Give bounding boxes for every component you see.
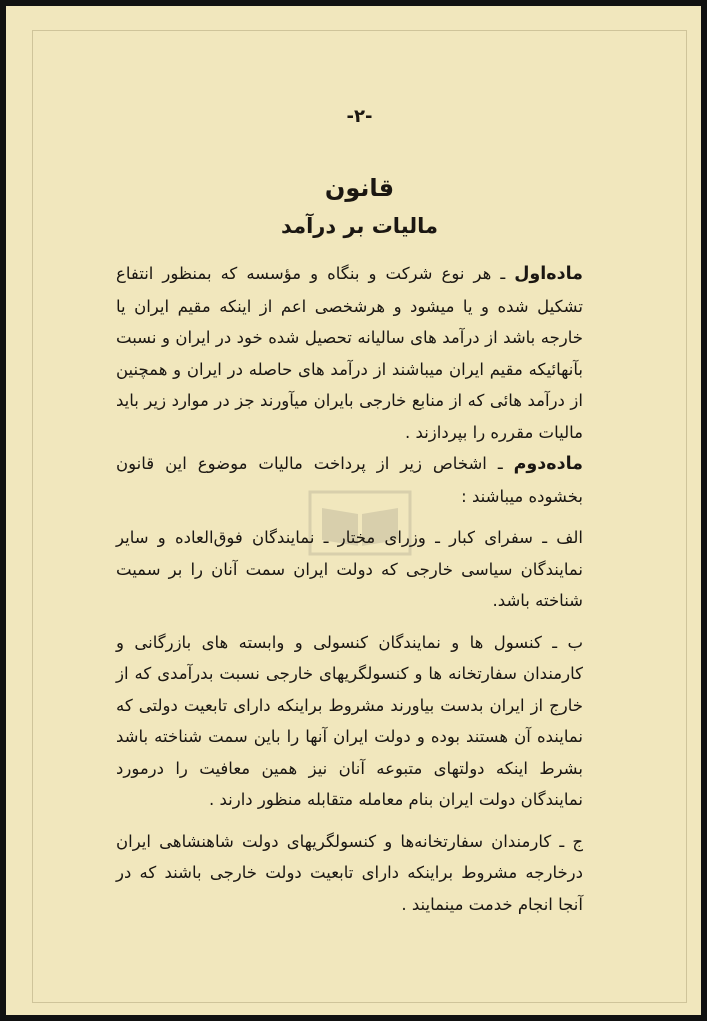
article-1-heading: ماده‌اول [514,264,583,284]
article-1-text: ـ هر نوع شرکت و بنگاه و مؤسسه که بمنظور انتفاع تشکیل شده و یا میشود و هرشخصی اعم از اینکه مقیم ایران یا خارجه باشد از درآمد های سالیانه تحصیل شده خود در ایران و نسبت بآنهائیکه مقیم ایران میباشند از درآمد های حاصله در ایران و همچنین از درآمد هائی که از منابع خارجی بایران میآورند جز در موارد زیر باید مالیات مقرره را بپردازند . [116,264,583,442]
law-body [116,258,583,920]
clause-alef: الف ـ سفرای کبار ـ وزرای مختار ـ نمایندگان فوق‌العاده و سایر نمایندگان سیاسی خارجی که دولت ایران سمت آنان را بر سمیت شناخته باشد. [116,528,583,610]
page-number: -۲- [346,106,373,127]
law-title: قانون [324,174,395,202]
article-2 [116,448,583,512]
clause-be: ب ـ کنسول ها و نمایندگان کنسولی و وابسته های بازرگانی و کارمندان سفارتخانه ها و کنسولگریهای خارجی نسبت بدرآمدی که از خارج از ایران بدست بیاورند مشروط براینکه دارای تابعیت دولتی که نماینده آن هستند بوده و دولت ایران آنها را باین سمت شناخته باشد بشرط اینکه دولتهای متبوعه آنان نیز همین معافیت را درمورد نمایندگان دولت ایران بنام معامله متقابله منظور دارند . [116,632,583,809]
law-subtitle: مالیات بر درآمد [280,214,439,238]
article-2-heading: ماده‌دوم [513,454,583,474]
article-2-text: ـ اشخاص زیر از پرداخت مالیات موضوع این قانون بخشوده میباشند : [116,454,583,506]
article-1 [116,258,583,448]
clause-jim: ج ـ کارمندان سفارتخانه‌ها و کنسولگریهای دولت شاهنشاهی ایران درخارجه مشروط براینکه دارای تابعیت دولت خارجی باشند که در آنجا انجام خدمت مینمایند . [116,831,583,914]
